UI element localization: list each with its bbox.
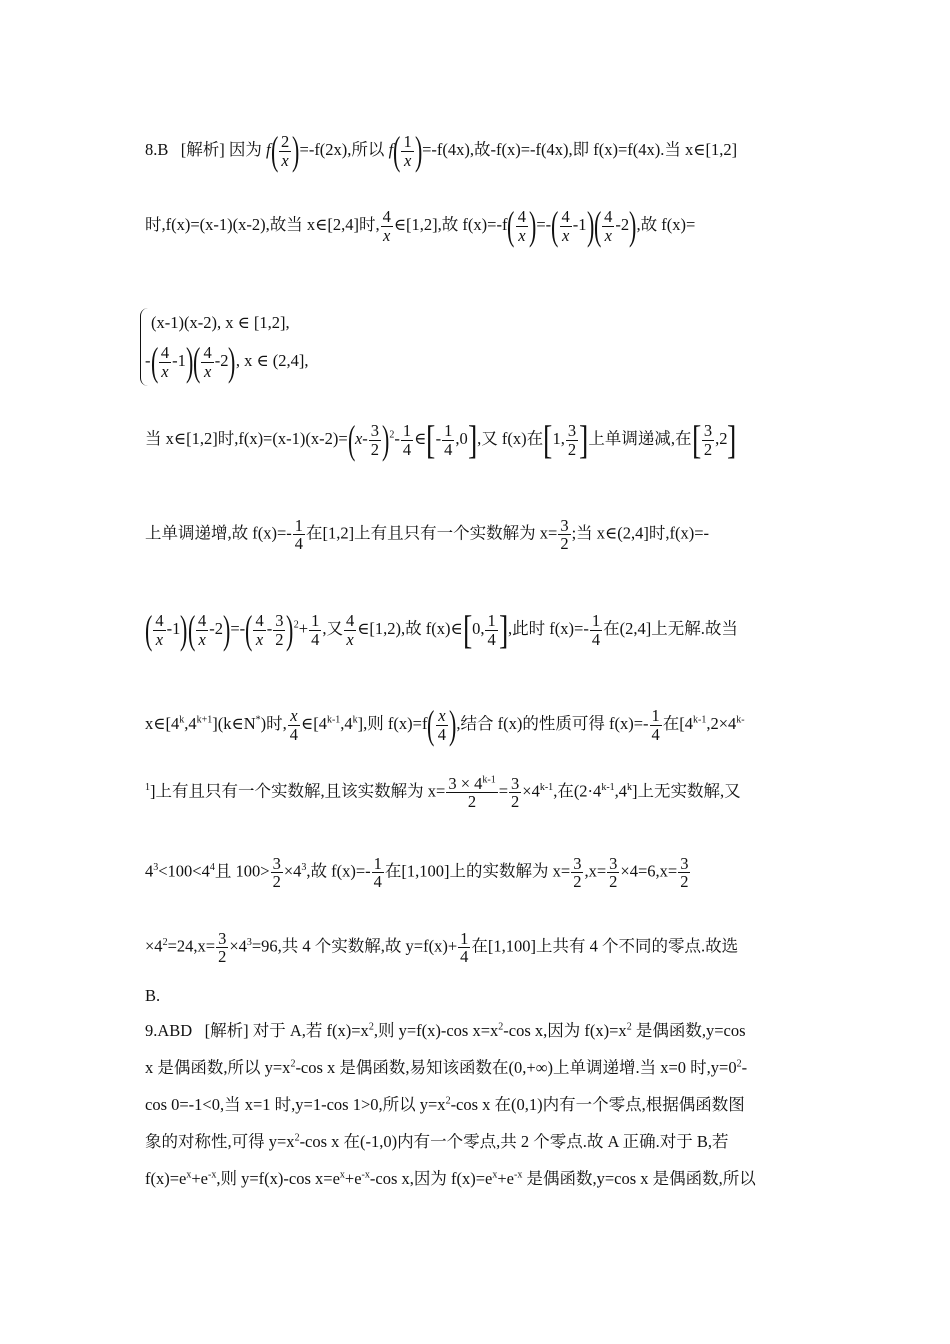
analysis-tag: [解析] [204,1021,249,1040]
q8-line-3: 当 x∈[1,2]时,f(x)=(x-1)(x-2)=(x- $\frac{3}{2}$ )$^2$- $\frac{1}{4}$ ∈[- $\frac{1}{4}$ ,0],又 f(x)在[1, $\frac{3}{2}$ ]上单调递减,在[ $\frac{3}{2}$ ,2] [145,417,737,462]
q8-line-10: B. [145,986,161,1005]
text: =-f(2x),所以 [299,139,385,159]
text: =- [536,214,552,234]
fraction: $\frac{2}{x}$ [280,132,290,170]
q8-line-5: ( $\frac{4}{x}$ -1)( $\frac{4}{x}$ -2)=-( $\frac{4}{x}$ - $\frac{3}{2}$ )$^2$+ $\frac{1}{4}$ ,又 $\frac{4}{x}$ ∈[1,2),故 f(x)∈[0, $\frac{1}{4}$ ],此时 f(x)=- $\frac{1}{4}$ 在(2,4]上无解.故当 [144,607,738,652]
text: ,故 f(x)= [636,214,696,234]
q8-line-6: $x\in[4^k,4^{k+1}](k\in N^*)$时, $\frac{x}{4}$ ∈[4$^{k-1}$,4$^k$],则 f(x)=f( $\frac{x}{4}$ ),结合 f(x)的性质可得 f(x)=- $\frac{1}{4}$ 在[$4^{k-1},2\times 4^{k-}$ [145,702,745,747]
q8-line-7: $^1$]上有且只有一个实数解,且该实数解为 x= $\frac{3 \times 4^{k-1}}{2}$ = $\frac{3}{2}$ $\times 4^{k-1}$,在$(2\cdot 4^{k-1},4^k]$上无实数解,又 [145,774,741,812]
text: 时,f(x)=(x-1)(x-2),故当 x∈[2,4]时, [145,214,380,234]
q8-line-4: 上单调递增,故 f(x)=- $\frac{1}{4}$ 在[1,2]上有且只有一个实数解为 x= $\frac{3}{2}$ ;当 x∈(2,4]时,f(x)=- [145,516,710,554]
piece-1: (x-1)(x-2), x ∈ [1,2], [151,313,290,332]
q8-line-1: 8.B [解析] 因为 f( $\frac{2}{x}$ )=-f(2x),所以 f( $\frac{1}{x}$ )=-f(4x),故-f(x)=-f(4x),即 f(x)=f(4x).当 x∈[1,2] [145,128,738,173]
q9-line-4: 象的对称性,可得 $y=x^2-\cos$ x 在(-1,0)内有一个零点,共 2 个零点.故 A 正确.对于 B,若 [145,1132,729,1151]
question-number: 8.B [145,139,169,159]
fraction: $\frac{4}{x}$ [382,207,391,245]
text: =-f(4x),故-f(x)=-f(4x),即 f(x)=f(4x).当 x∈[1,2] [422,139,738,159]
q9-line-3: cos 0=-1<0,当 x=1 时,y=1-cos 1>0,所以 $y=x^2-\cos$ x 在(0,1)内有一个零点,根据偶函数图 [145,1095,745,1114]
q8-line-8: $4^3<100<4^4$且 100> $\frac{3}{2}$ $\times 4^3$,故 f(x)=- $\frac{1}{4}$ 在[1,100]上的实数解为 x= $\frac{3}{2}$ ,x= $\frac{3}{2}$ ×4=6,x= $\frac{3}{2}$ [145,854,689,892]
fraction: $\frac{4}{x}$ [517,207,527,245]
q9-line-2: x 是偶函数,所以 $y=x^2-\cos$ x 是偶函数,易知该函数在(0,+∞)上单调递增.当 x=0 时$,y=0^2-$ [145,1058,748,1077]
analysis-tag: [解析] [180,139,225,159]
fraction: $\frac{4}{x}$ [604,207,613,245]
q8-line-2: 时,f(x)=(x-1)(x-2),故当 x∈[2,4]时, $\frac{4}{x}$ ∈[1,2],故 f(x)=-f( $\frac{4}{x}$ )=-( $\frac{4}{x}$ -1)( $\frac{4}{x}$ -2),故 f(x)= [145,203,696,248]
piecewise-function [145,310,309,382]
q9-line-5: $f(x)=e^x+e^{-x}$,则 y=f(x)-cos $x=e^x+e^{-x}-\cos$ x,因为 $f(x)=e^x+e^{-x}$ 是偶函数,y=cos x 是偶函数,所以 [145,1169,756,1188]
question-number: 9.ABD [145,1021,193,1040]
fraction: $\frac{1}{x}$ [403,132,412,170]
fraction: $\frac{4}{x}$ [561,207,570,245]
q8-line-9: $\times 4^2=24,x=$ $\frac{3}{2}$ $\times 4^3=96$,共 4 个实数解,故 y=f(x)+ $\frac{1}{4}$ 在[1,100]上共有 4 个不同的零点.故选 [145,929,739,967]
text: 因为 [228,139,262,159]
piece-2: -( $\frac{4}{x}$ -1)( $\frac{4}{x}$ -2), x ∈ (2,4], [145,339,309,384]
q9-line-1: 9.ABD [解析] 对于 A,若 $f(x)=x^2$,则 y=f(x)-cos $x=x^2-\cos$ x,因为 $f(x)=x^2$ 是偶函数,y=cos [145,1021,746,1040]
text: ∈[1,2],故 f(x)=-f [393,214,508,234]
